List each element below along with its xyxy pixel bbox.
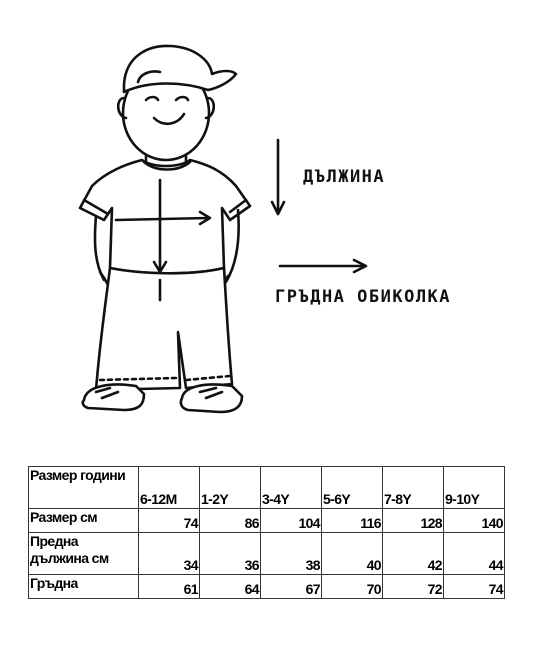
cell-value: 9-10Y: [444, 467, 505, 509]
cell-value: 72: [383, 575, 444, 599]
cell-value: 104: [261, 509, 322, 533]
row-label: Размер см: [29, 509, 139, 533]
length-label: ДЪЛЖИНА: [303, 167, 386, 187]
cell-value: 140: [444, 509, 505, 533]
cell-value: 61: [139, 575, 200, 599]
cell-value: 38: [261, 533, 322, 575]
table-row: [29, 575, 505, 599]
cell-value: 64: [200, 575, 261, 599]
chest-label: ГРЪДНА ОБИКОЛКА: [275, 287, 452, 307]
table-row: [29, 509, 505, 533]
cell-value: 67: [261, 575, 322, 599]
chest-arrow-icon: [280, 260, 366, 272]
cell-value: 34: [139, 533, 200, 575]
length-arrow-icon: [272, 140, 284, 214]
cell-value: 44: [444, 533, 505, 575]
row-label: Гръдна: [29, 575, 139, 599]
cell-value: 116: [322, 509, 383, 533]
boy-left-shoe: [83, 385, 144, 410]
cell-value: 70: [322, 575, 383, 599]
table-row: [29, 533, 505, 575]
cell-value: 36: [200, 533, 261, 575]
size-table: [28, 466, 505, 599]
size-table-body: [29, 467, 505, 599]
cell-value: 74: [139, 509, 200, 533]
cell-value: 6-12M: [139, 467, 200, 509]
cell-value: 1-2Y: [200, 467, 261, 509]
row-label: Предна дължина см: [29, 533, 139, 575]
cell-value: 5-6Y: [322, 467, 383, 509]
cell-value: 7-8Y: [383, 467, 444, 509]
cell-value: 42: [383, 533, 444, 575]
cell-value: 128: [383, 509, 444, 533]
cell-value: 40: [322, 533, 383, 575]
boy-tshirt: [80, 160, 250, 273]
boy-cap: [124, 46, 236, 92]
cell-value: 74: [444, 575, 505, 599]
boy-pants: [96, 268, 232, 390]
cell-value: 3-4Y: [261, 467, 322, 509]
table-row: [29, 467, 505, 509]
row-label: Размер години: [29, 467, 139, 509]
cell-value: 86: [200, 509, 261, 533]
